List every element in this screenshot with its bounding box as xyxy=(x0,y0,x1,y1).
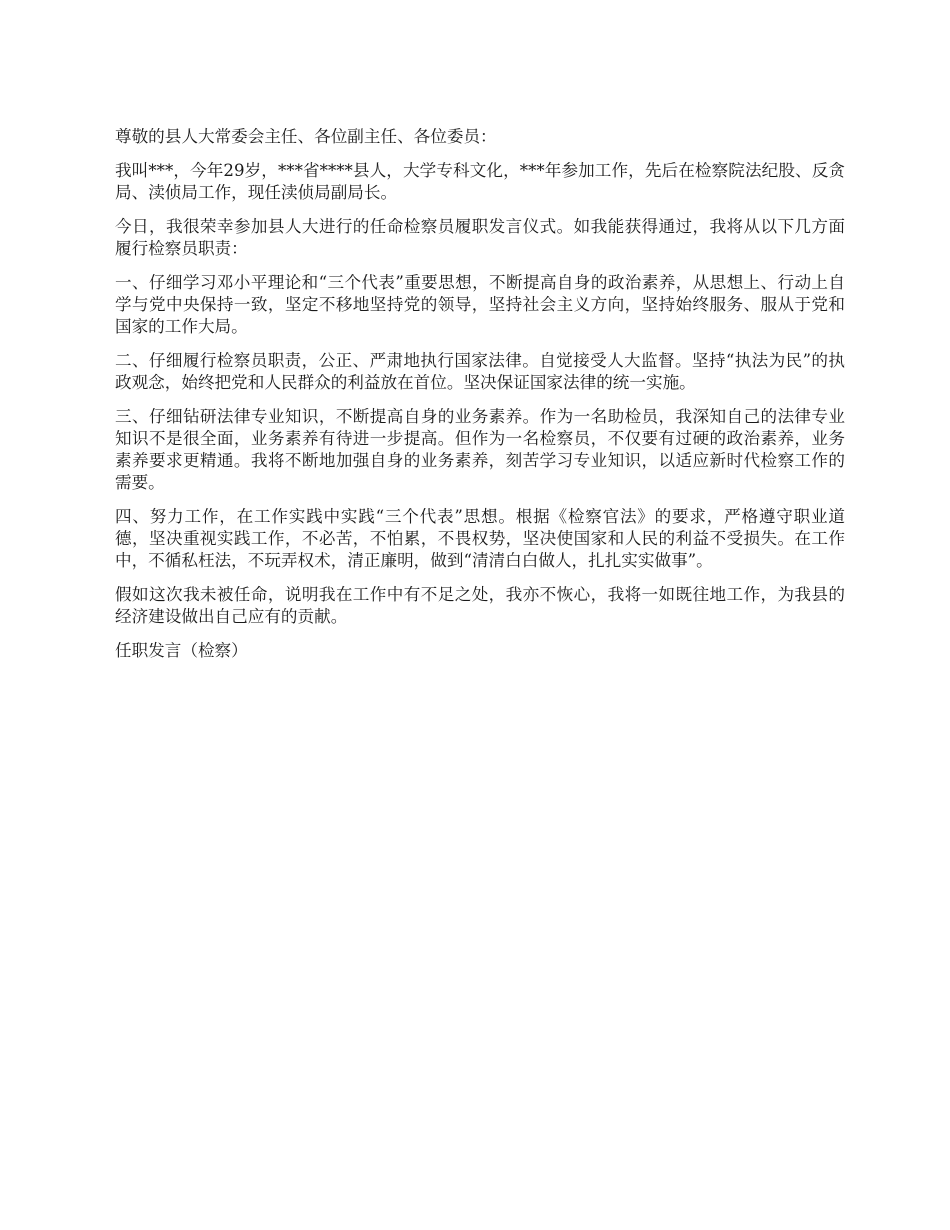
salutation: 尊敬的县人大常委会主任、各位副主任、各位委员： xyxy=(115,127,497,146)
paragraph-point-four: 四、努力工作，在工作实践中实践“三个代表”思想。根据《检察官法》的要求，严格遵守职业道德，坚决重视实践工作，不必苦，不怕累，不畏权势，坚决使国家和人民的利益不受损失。在工作中，不循私枉法，不玩弄权术，清正廉明，做到“清清白白做人，扎扎实实做事”。 xyxy=(115,507,845,570)
paragraph-point-two: 二、仔细履行检察员职责，公正、严肃地执行国家法律。自觉接受人大监督。坚持“执法为民”的执政观念，始终把党和人民群众的利益放在首位。坚决保证国家法律的统一实施。 xyxy=(115,351,845,392)
paragraph-point-three: 三、仔细钻研法律专业知识，不断提高自身的业务素养。作为一名助检员，我深知自己的法律专业知识不是很全面，业务素养有待进一步提高。但作为一名检察员，不仅要有过硬的政治素养，业务素养要求更精通。我将不断地加强自身的业务素养，刻苦学习专业知识，以适应新时代检察工作的需要。 xyxy=(115,407,845,492)
document-body xyxy=(115,126,845,674)
paragraph-introduction: 我叫***，今年29岁，***省****县人，大学专科文化，***年参加工作，先后在检察院法纪股、反贪局、渎侦局工作，现任渎侦局副局长。 xyxy=(115,161,845,202)
paragraph-closing: 假如这次我未被任命，说明我在工作中有不足之处，我亦不恢心，我将一如既往地工作，为我县的经济建设做出自己应有的贡献。 xyxy=(115,585,845,626)
document-footer-title: 任职发言（检察） xyxy=(115,641,248,660)
paragraph-opening: 今日，我很荣幸参加县人大进行的任命检察员履职发言仪式。如我能获得通过，我将从以下几方面履行检察员职责： xyxy=(115,217,845,258)
paragraph-point-one: 一、仔细学习邓小平理论和“三个代表”重要思想，不断提高自身的政治素养，从思想上、行动上自学与党中央保持一致，坚定不移地坚持党的领导，坚持社会主义方向，坚持始终服务、服从于党和国家的工作大局。 xyxy=(115,273,845,336)
